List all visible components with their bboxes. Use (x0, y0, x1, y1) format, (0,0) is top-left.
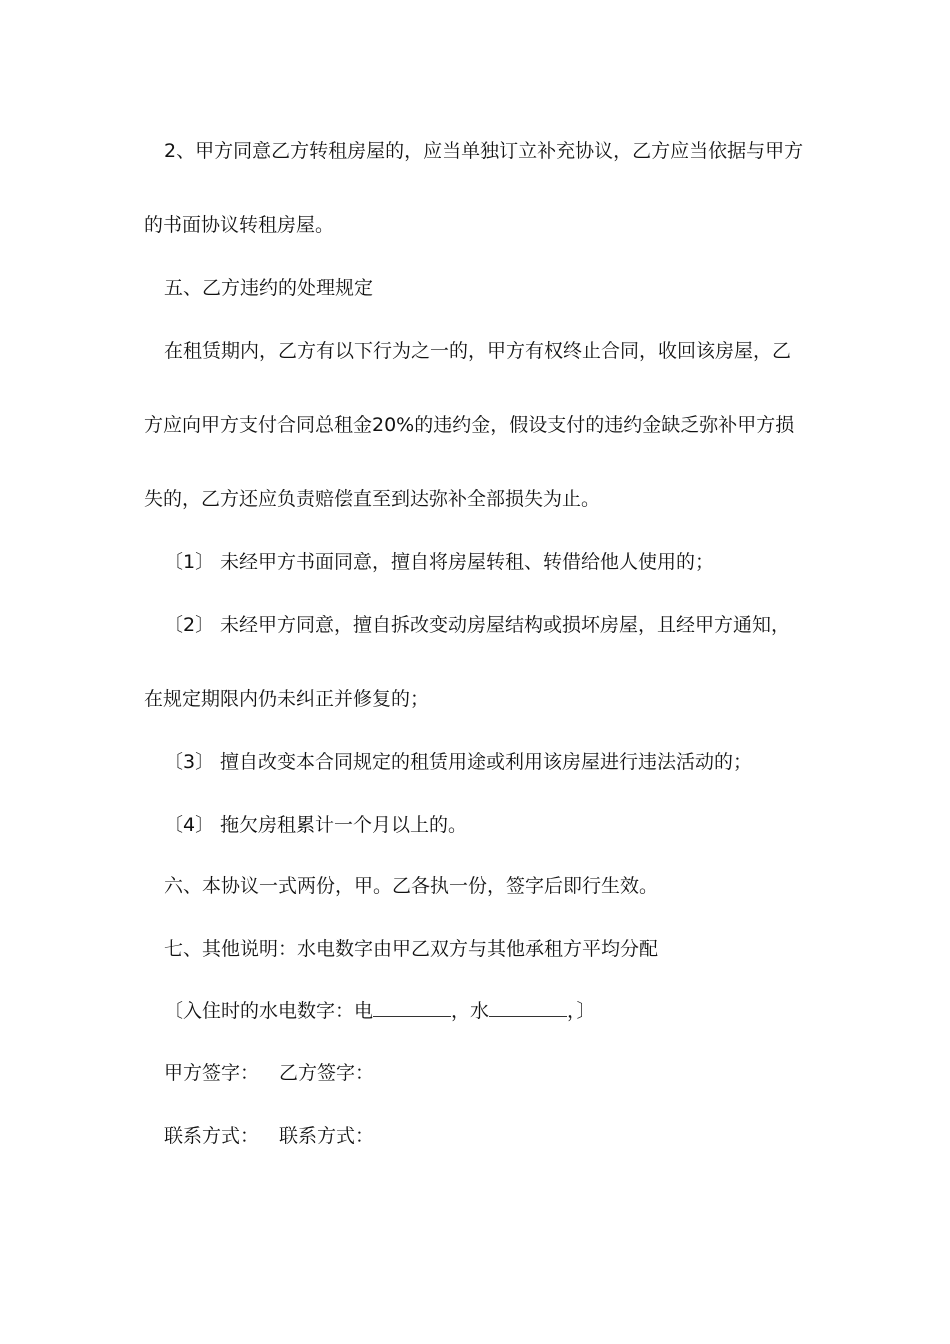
water-blank (489, 998, 567, 1017)
list-item (164, 750, 752, 774)
list-item-number: 〔4〕 (164, 814, 215, 836)
list-item (164, 813, 467, 837)
paragraph-breach-line-2: 方应向甲方支付合同总租金20%的违约金，假设支付的违约金缺乏弥补甲方损 (144, 414, 795, 436)
list-item-text: 拖欠房租累计一个月以上的。 (220, 814, 468, 836)
utilities-separator: ，水 (451, 1000, 490, 1022)
signature-line (164, 1061, 374, 1085)
list-item (164, 550, 714, 574)
section-7-text: 七、其他说明：水电数字由甲乙双方与其他承租方平均分配 (164, 938, 659, 960)
party-a-signature-label: 甲方签字： (164, 1062, 260, 1084)
party-b-signature-label: 乙方签字： (279, 1062, 375, 1084)
electricity-blank (373, 998, 451, 1017)
party-b-contact-label: 联系方式： (279, 1125, 375, 1147)
list-item-continuation: 在规定期限内仍未纠正并修复的； (144, 688, 430, 710)
utilities-prefix: 〔入住时的水电数字：电 (164, 1000, 374, 1022)
list-item-text: 擅自改变本合同规定的租赁用途或利用该房屋进行违法活动的； (220, 751, 753, 773)
section-5-heading: 五、乙方违约的处理规定 (164, 277, 374, 299)
list-item-number: 〔3〕 (164, 751, 215, 773)
paragraph-subletting-line-1: 2、甲方同意乙方转租房屋的，应当单独订立补充协议，乙方应当依据与甲方 (164, 140, 804, 162)
utilities-reading-line (164, 998, 596, 1023)
contact-line (164, 1124, 374, 1148)
section-6-text: 六、本协议一式两份，甲。乙各执一份，签字后即行生效。 (164, 875, 659, 897)
list-item-number: 〔2〕 (164, 614, 215, 636)
utilities-suffix: ，〕 (567, 1000, 596, 1022)
party-a-contact-label: 联系方式： (164, 1125, 260, 1147)
paragraph-breach-line-3: 失的，乙方还应负责赔偿直至到达弥补全部损失为止。 (144, 488, 601, 510)
list-item-text: 未经甲方书面同意，擅自将房屋转租、转借给他人使用的； (220, 551, 715, 573)
list-item-text: 未经甲方同意，擅自拆改变动房屋结构或损坏房屋，且经甲方通知， (220, 614, 791, 636)
paragraph-breach-line-1: 在租赁期内，乙方有以下行为之一的，甲方有权终止合同，收回该房屋，乙 (164, 340, 792, 362)
paragraph-subletting-line-2: 的书面协议转租房屋。 (144, 214, 335, 236)
list-item-number: 〔1〕 (164, 551, 215, 573)
list-item (164, 613, 790, 637)
